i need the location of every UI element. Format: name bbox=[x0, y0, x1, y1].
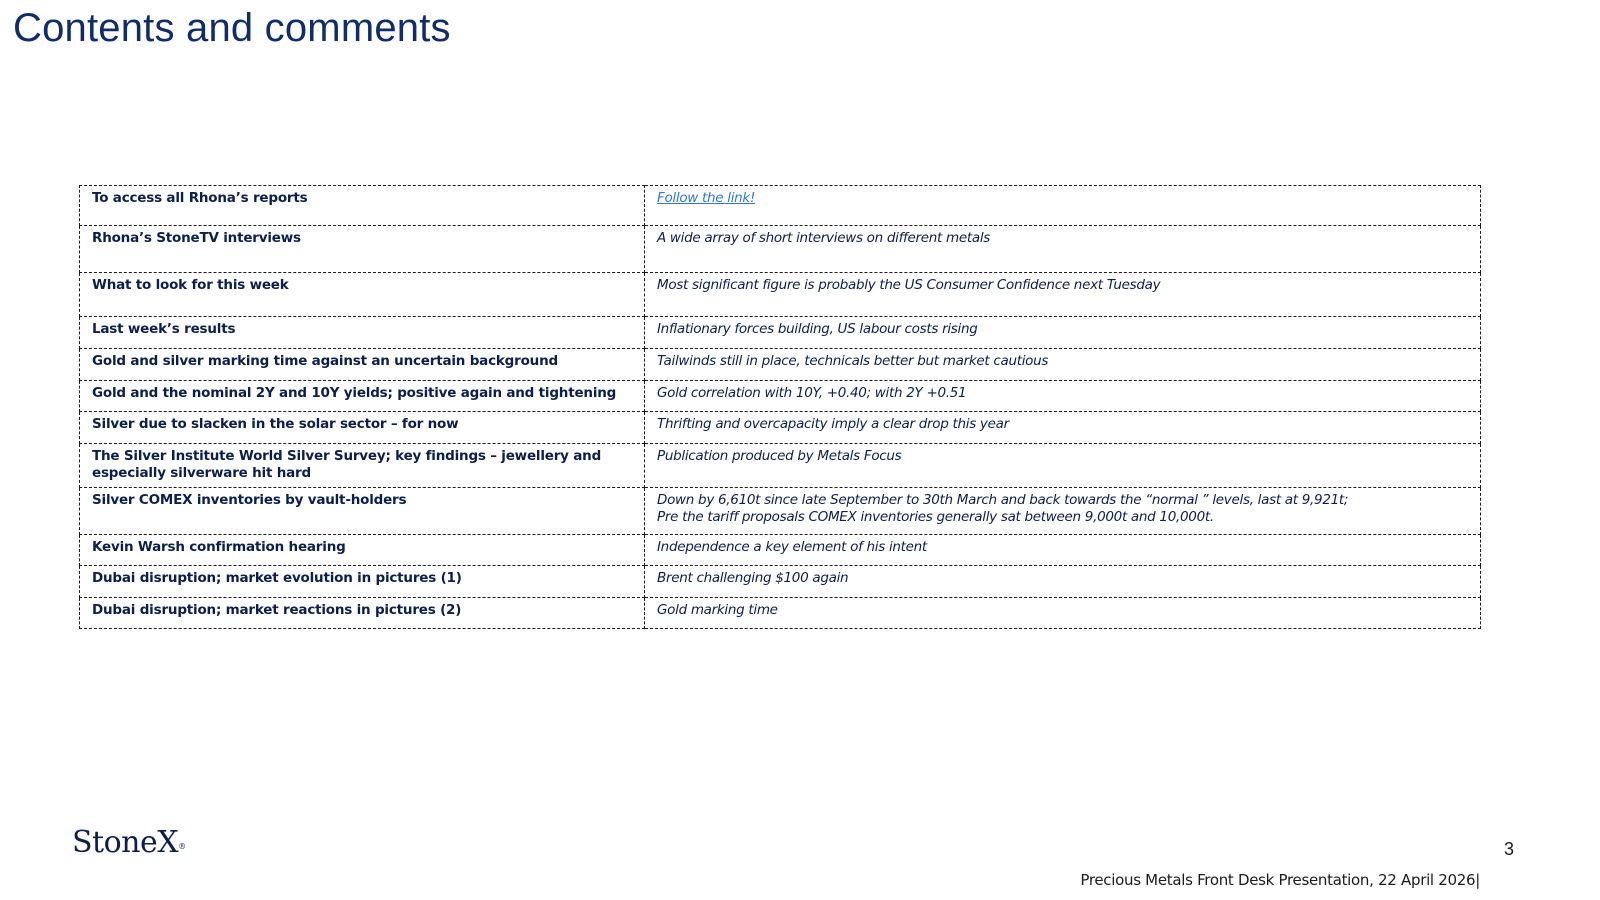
registered-mark: ® bbox=[178, 842, 186, 851]
table-row bbox=[80, 186, 1481, 226]
comment-cell bbox=[645, 598, 1481, 629]
topic-cell: Rhona’s StoneTV interviews bbox=[80, 226, 645, 273]
reports-link[interactable]: Follow the link! bbox=[657, 190, 756, 206]
table-row bbox=[80, 488, 1481, 535]
comment-cell bbox=[645, 273, 1481, 317]
table-row bbox=[80, 349, 1481, 381]
table-row bbox=[80, 566, 1481, 598]
topic-cell: Dubai disruption; market evolution in pictures (1) bbox=[80, 566, 645, 598]
comment-cell bbox=[645, 412, 1481, 444]
stonex-logo bbox=[72, 825, 186, 861]
page-number: 3 bbox=[1503, 839, 1514, 859]
topic-cell: The Silver Institute World Silver Survey; key findings – jewellery and especially silverware hit hard bbox=[80, 444, 645, 488]
topic-cell: Gold and the nominal 2Y and 10Y yields; positive again and tightening bbox=[80, 381, 645, 412]
topic-cell: Silver due to slacken in the solar sector – for now bbox=[80, 412, 645, 444]
comment-cell bbox=[645, 226, 1481, 273]
topic-cell: Last week’s results bbox=[80, 317, 645, 349]
comment-line: Independence a key element of his intent bbox=[657, 539, 927, 555]
comment-cell bbox=[645, 381, 1481, 412]
table-row bbox=[80, 535, 1481, 566]
comment-line: Thrifting and overcapacity imply a clear drop this year bbox=[657, 416, 1009, 432]
topic-cell: Silver COMEX inventories by vault-holders bbox=[80, 488, 645, 535]
table-row bbox=[80, 381, 1481, 412]
table-row bbox=[80, 273, 1481, 317]
brand-name: StoneX bbox=[72, 825, 179, 860]
comment-line: Inflationary forces building, US labour costs rising bbox=[657, 321, 978, 337]
contents-table bbox=[79, 185, 1481, 629]
comment-cell bbox=[645, 186, 1481, 226]
topic-cell: What to look for this week bbox=[80, 273, 645, 317]
table-row bbox=[80, 226, 1481, 273]
topic-cell: Dubai disruption; market reactions in pictures (2) bbox=[80, 598, 645, 629]
comment-cell bbox=[645, 444, 1481, 488]
topic-cell: Kevin Warsh confirmation hearing bbox=[80, 535, 645, 566]
table-row bbox=[80, 412, 1481, 444]
comment-line: Most significant figure is probably the US Consumer Confidence next Tuesday bbox=[657, 277, 1161, 293]
comment-line: Pre the tariff proposals COMEX inventories generally sat between 9,000t and 10,000t. bbox=[657, 509, 1214, 525]
comment-cell bbox=[645, 488, 1481, 535]
comment-line: Publication produced by Metals Focus bbox=[657, 448, 902, 464]
comment-cell bbox=[645, 317, 1481, 349]
comment-line: Down by 6,610t since late September to 30th March and back towards the “normal ” levels, last at 9,921t; bbox=[657, 492, 1349, 508]
table-row bbox=[80, 317, 1481, 349]
topic-cell: To access all Rhona’s reports bbox=[80, 186, 645, 226]
comment-cell bbox=[645, 349, 1481, 381]
comment-line: A wide array of short interviews on different metals bbox=[657, 230, 991, 246]
comment-line: Brent challenging $100 again bbox=[657, 570, 849, 586]
contents-table-body bbox=[80, 186, 1481, 629]
topic-cell: Gold and silver marking time against an uncertain background bbox=[80, 349, 645, 381]
comment-line: Gold marking time bbox=[657, 602, 778, 618]
presentation-footer: Precious Metals Front Desk Presentation, 22 April 2026| bbox=[1080, 871, 1480, 889]
comment-cell bbox=[645, 535, 1481, 566]
comment-cell bbox=[645, 566, 1481, 598]
table-row bbox=[80, 598, 1481, 629]
comment-line: Gold correlation with 10Y, +0.40; with 2Y +0.51 bbox=[657, 385, 967, 401]
page-title: Contents and comments bbox=[13, 6, 451, 50]
comment-line: Tailwinds still in place, technicals better but market cautious bbox=[657, 353, 1049, 369]
table-row bbox=[80, 444, 1481, 488]
